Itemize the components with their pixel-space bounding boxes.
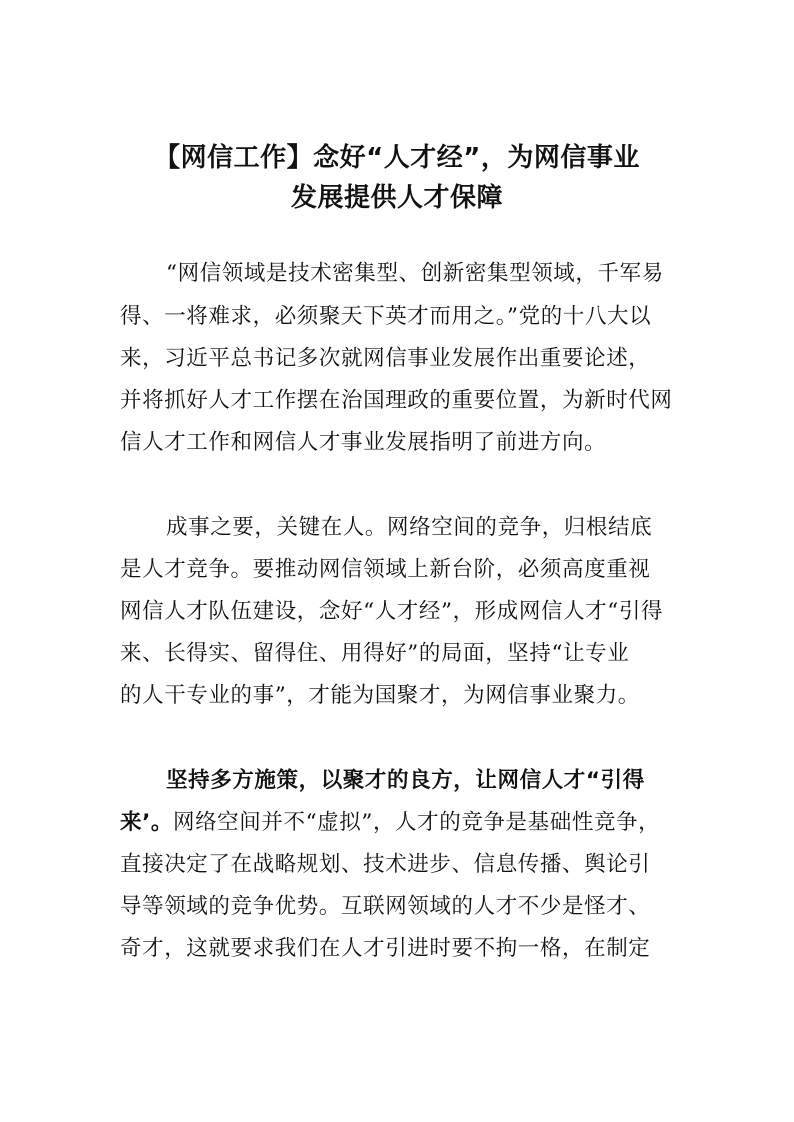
title-line-1: 【网信工作】念好“人才经”，为网信事业 <box>154 143 640 173</box>
document-title <box>0 138 794 218</box>
paragraph-3-line-3: 直接决定了在战略规划、技术进步、信息传播、舆论引 <box>120 852 651 877</box>
paragraph-1-line-1: “网信领域是技术密集型、创新密集型领域，千军易 <box>166 261 664 286</box>
paragraph-3-heading-end: 来’。 <box>120 810 173 835</box>
paragraph-1-line-4: 并将抓好人才工作摆在治国理政的重要位置，为新时代网 <box>120 388 673 413</box>
paragraph-2-line-2: 是人才竞争。要推动网信领域上新台阶，必须高度重视 <box>120 557 651 582</box>
paragraph-3-heading: 坚持多方施策，以聚才的良方，让网信人才“引得 <box>166 768 645 793</box>
paragraph-2-line-1: 成事之要，关键在人。网络空间的竞争，归根结底 <box>166 515 653 540</box>
paragraph-3-line-4: 导等领域的竞争优势。互联网领域的人才不少是怪才、 <box>120 894 651 919</box>
paragraph-2-line-3: 网信人才队伍建设，念好“人才经”，形成网信人才“引得 <box>120 599 664 624</box>
paragraph-3-line-2 <box>120 808 700 838</box>
paragraph-2-line-4: 来、长得实、留得住、用得好”的局面，坚持“让专业 <box>120 641 630 666</box>
paragraph-3-line-2-text: 网络空间并不“虚拟”，人才的竞争是基础性竞争， <box>172 810 661 835</box>
paragraph-2-line-5: 的人干专业的事”，才能为国聚才，为网信事业聚力。 <box>120 683 640 708</box>
title-line-2: 发展提供人才保障 <box>290 183 503 213</box>
paragraph-1-line-5: 信人才工作和网信人才事业发展指明了前进方向。 <box>120 430 607 455</box>
paragraph-1-line-2: 得、一将难求，必须聚天下英才而用之。”党的十八大以 <box>120 304 652 329</box>
paragraph-3-line-5: 奇才，这就要求我们在人才引进时要不拘一格，在制定 <box>120 936 651 961</box>
paragraph-1-line-3: 来，习近平总书记多次就网信事业发展作出重要论述， <box>120 346 651 371</box>
